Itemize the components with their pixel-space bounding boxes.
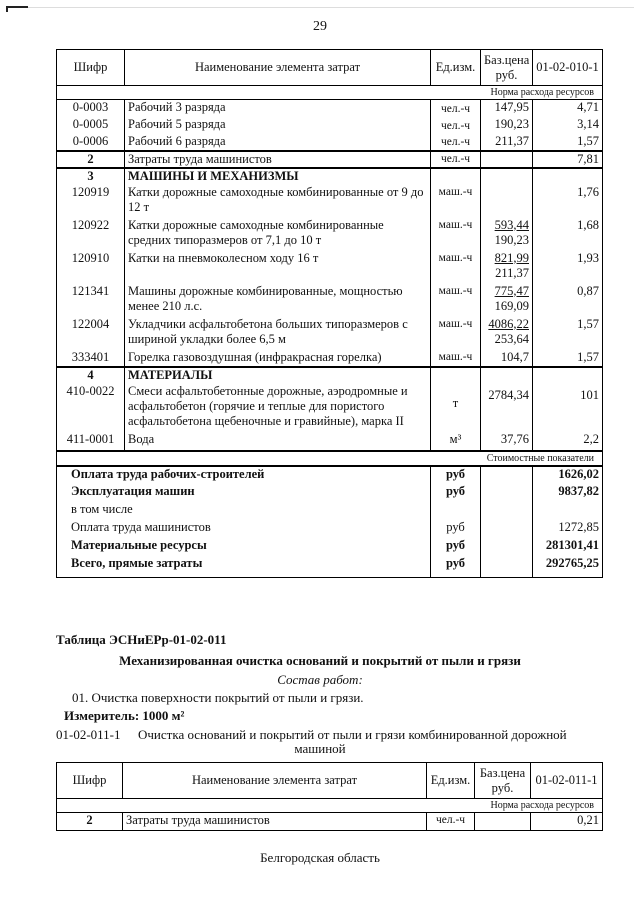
section-heading: Механизированная очистка оснований и покрытий от пыли и грязи [119, 653, 521, 668]
section-row [57, 367, 603, 384]
row-unit: чел.-ч [431, 100, 481, 117]
table-row [57, 251, 603, 284]
row-value: 2,2 [533, 432, 603, 451]
row-unit: маш.-ч [431, 350, 481, 367]
norm-description-line1: Очистка оснований и покрытий от пыли и грязи комбинированной дорожной [138, 727, 567, 742]
table-row [57, 134, 603, 151]
work-title: Состав работ: [277, 672, 363, 687]
norm-caption: Норма расхода ресурсов [57, 86, 603, 100]
section-name: МАШИНЫ И МЕХАНИЗМЫ [125, 168, 431, 185]
row-name: Машины дорожные комбинированные, мощностью менее 210 л.с. [125, 284, 431, 317]
header-norm-code: 01-02-011-1 [531, 763, 603, 799]
row-unit: чел.-ч [431, 134, 481, 151]
row-name: Затраты труда машинистов [123, 813, 427, 831]
table-label: Таблица ЭСНиЕРр-01-02-011 [56, 632, 227, 647]
row-price: 104,7 [481, 350, 533, 367]
row-name: Горелка газовоздушная (инфракрасная горелка) [125, 350, 431, 367]
cost-row [57, 556, 603, 578]
cost-value: 9837,82 [533, 484, 603, 502]
corner-mark [6, 6, 28, 8]
row-price-wage: 169,09 [494, 298, 529, 313]
row-price [481, 151, 533, 168]
resource-table-01-02-010 [56, 49, 603, 578]
row-value: 0,21 [531, 813, 603, 831]
row-price-wage: 190,23 [494, 232, 529, 247]
section-code: 3 [57, 168, 125, 185]
row-unit: маш.-ч [431, 185, 481, 218]
norm-description-line2: машиной [294, 741, 346, 756]
header-price: Баз.цена руб. [475, 763, 531, 799]
row-price-wage: 253,64 [494, 331, 529, 346]
cost-row [57, 520, 603, 538]
row-name: Катки дорожные самоходные комбинированные от 9 до 12 т [125, 185, 431, 218]
row-price [481, 251, 533, 284]
row-unit: т [431, 384, 481, 432]
row-code: 0-0005 [57, 117, 125, 134]
norm-caption-row [57, 86, 603, 100]
row-value: 4,71 [533, 100, 603, 117]
cost-row [57, 466, 603, 484]
row-code: 121341 [57, 284, 125, 317]
row-price: 147,95 [481, 100, 533, 117]
norm-code: 01-02-011-1 [56, 727, 121, 742]
table-row [57, 185, 603, 218]
row-value: 1,68 [533, 218, 603, 251]
table-row [57, 813, 603, 831]
row-name: Рабочий 5 разряда [125, 117, 431, 134]
header-code: Шифр [57, 763, 123, 799]
cost-name: в том числе [57, 502, 431, 520]
row-name: Катки на пневмоколесном ходу 16 т [125, 251, 431, 284]
row-price: 190,23 [481, 117, 533, 134]
row-value: 0,87 [533, 284, 603, 317]
cost-caption-row [57, 451, 603, 466]
section-code: 4 [57, 367, 125, 384]
row-price-wage: 211,37 [495, 265, 529, 280]
header-name: Наименование элемента затрат [125, 50, 431, 86]
table-header-row [57, 763, 603, 799]
cost-unit: руб [431, 484, 481, 502]
cost-row [57, 538, 603, 556]
row-code: 411-0001 [57, 432, 125, 451]
row-price: 211,37 [481, 134, 533, 151]
cost-unit: руб [431, 466, 481, 484]
row-price [475, 813, 531, 831]
row-unit: маш.-ч [431, 218, 481, 251]
row-value: 7,81 [533, 151, 603, 168]
row-price [481, 317, 533, 350]
cost-name: Оплата труда машинистов [57, 520, 431, 538]
header-norm-code: 01-02-010-1 [533, 50, 603, 86]
row-code: 0-0003 [57, 100, 125, 117]
row-code: 120919 [57, 185, 125, 218]
row-value: 101 [533, 384, 603, 432]
row-value: 1,57 [533, 350, 603, 367]
row-code: 0-0006 [57, 134, 125, 151]
cost-caption: Стоимостные показатели [57, 451, 603, 466]
meter-label: Измеритель: 1000 м² [64, 708, 185, 723]
row-price [481, 218, 533, 251]
section-row [57, 168, 603, 185]
row-unit: чел.-ч [431, 151, 481, 168]
row-name: Рабочий 3 разряда [125, 100, 431, 117]
row-value: 1,76 [533, 185, 603, 218]
cost-unit: руб [431, 556, 481, 578]
row-name: Рабочий 6 разряда [125, 134, 431, 151]
row-code: 122004 [57, 317, 125, 350]
row-code: 333401 [57, 350, 125, 367]
row-unit: чел.-ч [431, 117, 481, 134]
table-row [57, 432, 603, 451]
table-row [57, 317, 603, 350]
table-row [57, 218, 603, 251]
header-code: Шифр [57, 50, 125, 86]
row-price-machine: 4086,22 [488, 316, 529, 331]
section-name: МАТЕРИАЛЫ [125, 367, 431, 384]
resource-table-01-02-011 [56, 762, 603, 831]
row-unit: м³ [431, 432, 481, 451]
row-name: Затраты труда машинистов [125, 151, 431, 168]
row-name: Катки дорожные самоходные комбинированные средних типоразмеров от 7,1 до 10 т [125, 218, 431, 251]
cost-name: Всего, прямые затраты [57, 556, 431, 578]
row-code: 120910 [57, 251, 125, 284]
row-price-machine: 821,99 [494, 250, 529, 265]
row-unit: маш.-ч [431, 317, 481, 350]
norm-caption-row [57, 799, 603, 813]
cost-row [57, 502, 603, 520]
row-value: 1,57 [533, 134, 603, 151]
header-unit: Ед.изм. [427, 763, 475, 799]
norm-caption: Норма расхода ресурсов [57, 799, 603, 813]
row-unit: чел.-ч [427, 813, 475, 831]
row-value: 1,93 [533, 251, 603, 284]
row-unit: маш.-ч [431, 251, 481, 284]
row-value: 3,14 [533, 117, 603, 134]
cost-value: 281301,41 [533, 538, 603, 556]
row-name: Укладчики асфальтобетона больших типоразмеров с шириной укладки более 6,5 м [125, 317, 431, 350]
corner-mark-vertical [6, 6, 8, 12]
page-number: 29 [313, 19, 327, 34]
row-value: 1,57 [533, 317, 603, 350]
footer-region: Белгородская область [260, 850, 380, 865]
cost-name: Эксплуатация машин [57, 484, 431, 502]
row-price: 37,76 [481, 432, 533, 451]
cost-name: Оплата труда рабочих-строителей [57, 466, 431, 484]
table-row [57, 350, 603, 367]
cost-unit [431, 502, 481, 520]
cost-value [533, 502, 603, 520]
cost-row [57, 484, 603, 502]
row-code: 410-0022 [57, 384, 125, 432]
row-code: 2 [57, 813, 123, 831]
header-name: Наименование элемента затрат [123, 763, 427, 799]
table-row [57, 100, 603, 117]
cost-name: Материальные ресурсы [57, 538, 431, 556]
cost-unit: руб [431, 520, 481, 538]
row-price: 2784,34 [481, 384, 533, 432]
row-unit: маш.-ч [431, 284, 481, 317]
row-price-machine: 775,47 [494, 283, 529, 298]
cost-unit: руб [431, 538, 481, 556]
row-name: Смеси асфальтобетонные дорожные, аэродромные и асфальтобетон (горячие и теплые для пористого асфальтобетона щебеночные и гравийные), марка II [125, 384, 431, 432]
cost-value: 1272,85 [533, 520, 603, 538]
cost-value: 292765,25 [533, 556, 603, 578]
top-rule [28, 7, 634, 8]
row-code: 2 [57, 151, 125, 168]
row-code: 120922 [57, 218, 125, 251]
row-price [481, 284, 533, 317]
table-row [57, 384, 603, 432]
cost-value: 1626,02 [533, 466, 603, 484]
table-row [57, 284, 603, 317]
table-row [57, 117, 603, 134]
header-unit: Ед.изм. [431, 50, 481, 86]
table-header-row [57, 50, 603, 86]
work-item: 01. Очистка поверхности покрытий от пыли и грязи. [72, 690, 364, 705]
header-price: Баз.цена руб. [481, 50, 533, 86]
row-price-machine: 593,44 [494, 217, 529, 232]
row-name: Вода [125, 432, 431, 451]
table-row [57, 151, 603, 168]
